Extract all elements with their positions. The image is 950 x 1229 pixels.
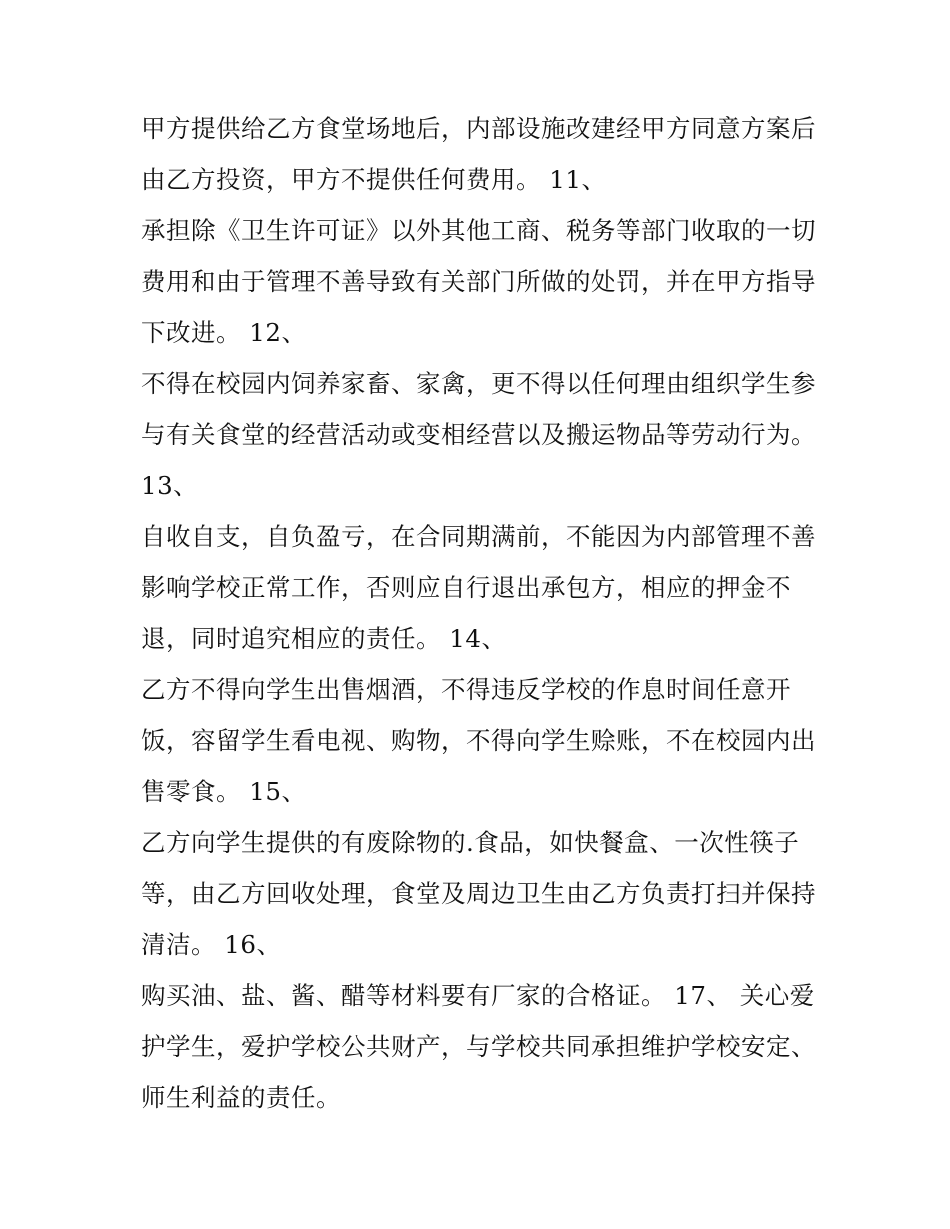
- text-line-1: 甲方提供给乙方食堂场地后，内部设施改建经甲方同意方案后: [141, 114, 816, 143]
- text-line-9: 自收自支，自负盈亏，在合同期满前，不能因为内部管理不善: [141, 522, 816, 551]
- text-line-13: 饭，容留学生看电视、购物，不得向学生赊账，不在校园内出: [141, 726, 816, 755]
- text-line-18: 购买油、盐、酱、醋等材料要有厂家的合格证。 17、 关心爱: [141, 981, 815, 1010]
- text-line-12: 乙方不得向学生出售烟酒，不得违反学校的作息时间任意开: [141, 675, 791, 704]
- text-line-4: 费用和由于管理不善导致有关部门所做的处罚，并在甲方指导: [141, 267, 816, 296]
- text-line-11: 退，同时追究相应的责任。 14、: [141, 624, 507, 653]
- text-line-10: 影响学校正常工作，否则应自行退出承包方，相应的押金不: [141, 573, 791, 602]
- text-line-2: 由乙方投资，甲方不提供任何费用。 11、: [141, 165, 607, 194]
- text-line-20: 师生利益的责任。: [141, 1083, 341, 1112]
- text-line-15: 乙方向学生提供的有废除物的.食品，如快餐盒、一次性筷子: [141, 828, 800, 857]
- text-line-8: 13、: [141, 471, 199, 500]
- text-line-16: 等，由乙方回收处理，食堂及周边卫生由乙方负责打扫并保持: [141, 879, 816, 908]
- text-line-5: 下改进。 12、: [141, 318, 307, 347]
- text-line-17: 清洁。 16、: [141, 930, 282, 959]
- text-line-14: 售零食。 15、: [141, 777, 307, 806]
- text-line-7: 与有关食堂的经营活动或变相经营以及搬运物品等劳动行为。: [141, 420, 816, 449]
- text-line-19: 护学生，爱护学校公共财产，与学校共同承担维护学校安定、: [141, 1032, 816, 1061]
- document-body: [141, 103, 821, 1123]
- text-line-3: 承担除《卫生许可证》以外其他工商、税务等部门收取的一切: [141, 216, 816, 245]
- text-line-6: 不得在校园内饲养家畜、家禽，更不得以任何理由组织学生参: [141, 369, 816, 398]
